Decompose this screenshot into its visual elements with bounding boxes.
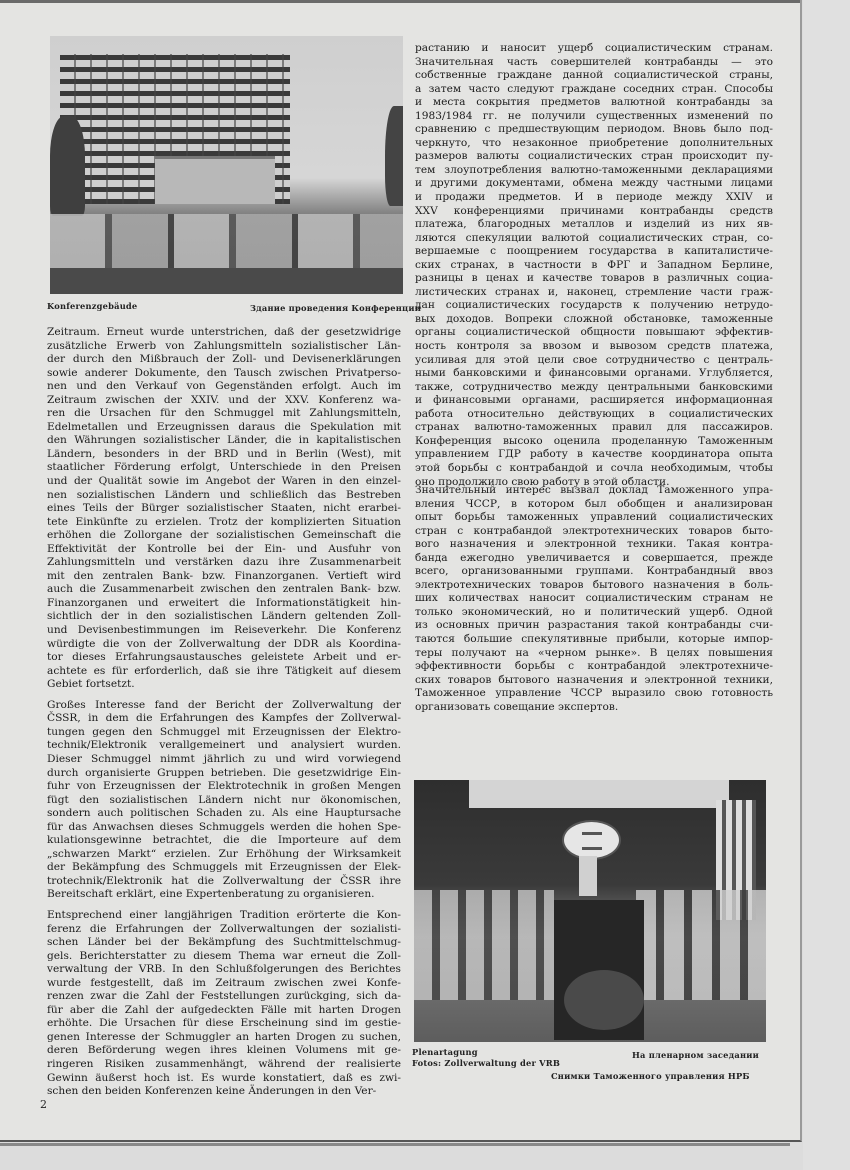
text-line: renzen zwar die Zahl der Feststellungen zurückging, sich da- (47, 990, 401, 1003)
text-line: сравнению с предшествующим периодом. Вновь было под- (415, 123, 773, 136)
text-line: платежа, благородных металлов и изделий из них яв- (415, 218, 773, 231)
caption-de-building: Konferenzgebäude (47, 301, 138, 311)
text-line: разницы в ценах и качестве товаров в различных социа- (415, 272, 773, 285)
text-line: nen und den Verkauf von Gegenständen erfolgt. Auch im (47, 380, 401, 393)
text-line: kulationsgewinne betrachtet, die die Importeure auf dem (47, 834, 401, 847)
text-line: эффективности борьбы с контрабандой электротехниче- (415, 660, 773, 673)
text-line: ferenz die Erfahrungen der Zollverwaltungen der sozialisti- (47, 922, 401, 935)
paragraph (47, 909, 401, 1099)
text-line: черкнуто, что незаконное приобретение дополнительных (415, 136, 773, 149)
text-line: nen sozialistischen Ländern und schließlich das Bestreben (47, 488, 401, 501)
page-top-edge (0, 0, 800, 3)
text-line: вых доходов. Вопреки сложной обстановке, таможенные (415, 312, 773, 325)
text-line: вого назначения и электронной техники. Такая контра- (415, 538, 773, 551)
caption-ru-plenary: На пленарном заседании (632, 1050, 759, 1060)
handshake-emblem-icon (562, 820, 621, 860)
text-line: ными банковскими и финансовыми органами. Углубляется, (415, 367, 773, 380)
paragraph (415, 484, 773, 714)
text-line: trotechnik/Elektronik hat die Zollverwaltung der ČSSR ihre (47, 874, 401, 887)
text-line: листических странах и, наконец, стремление части граж- (415, 285, 773, 298)
text-line: würdigte die von der Zollverwaltung der DDR als Koordina- (47, 637, 401, 650)
text-line: erhöhen die Zollorgane der sozialistischen Gemeinschaft die (47, 529, 401, 542)
text-line: tungen gegen den Schmuggel mit Erzeugnissen der Elektro- (47, 725, 401, 738)
text-line: XXV конференциями причинами контрабанды средств (415, 204, 773, 217)
text-line: erhöhte. Die Ursachen für diese Erscheinung sind im gestie- (47, 1017, 401, 1030)
caption-ru-building: Здание проведения Конференции (250, 303, 422, 313)
text-line: und der Qualität sowie im Angebot der Waren in den einzel- (47, 475, 401, 488)
text-line: Zeitraum zwischen der XXIV. und der XXV. Konferenz wa- (47, 393, 401, 406)
hall-ceiling (469, 780, 729, 808)
article-column-russian-1 (415, 42, 773, 496)
text-line: der durch den Mißbrauch der Zoll- und Devisenerklärungen (47, 353, 401, 366)
text-line: стран с контрабандой электротехнических товаров быто- (415, 524, 773, 537)
text-line: eines Teils der Bürger sozialistischer Staaten, nicht erarbei- (47, 502, 401, 515)
text-line: ČSSR, in dem die Erfahrungen des Kampfes der Zollverwal- (47, 712, 401, 725)
text-line: работа относительно действующих в социалистических (415, 407, 773, 420)
text-line: Таможенное управление ЧССР выразило свою готовность (415, 687, 773, 700)
paragraph (415, 42, 773, 489)
emblem-banner (579, 856, 597, 896)
text-line: организовать совещание экспертов. (415, 700, 619, 713)
article-column-german (47, 326, 401, 1106)
text-line: Entsprechend einer langjährigen Tradition erörterte die Kon- (47, 908, 401, 921)
text-line: и другими документами, обмена между частными лицами (415, 177, 773, 190)
text-line: этой борьбы с контрабандой и сочла необходимым, чтобы (415, 461, 773, 474)
text-line: verwaltung der VRB. In den Schlußfolgerungen des Berichtes (47, 963, 401, 976)
article-column-russian-2 (415, 484, 773, 721)
text-line: всего, организованными группами. Контрабандный ввоз (415, 565, 773, 578)
tree-left (50, 116, 85, 216)
text-line: achtete es für erforderlich, daß sie ihre Tätigkeit auf diesem (47, 664, 401, 677)
text-line: управлением ГДР работу в качестве координатора опыта (415, 448, 773, 461)
text-line: органы социалистической общности повышают эффектив- (415, 326, 773, 339)
text-line: auch die Zusammenarbeit zwischen den zentralen Bank- bzw. (47, 583, 401, 596)
text-line: sondern auch politischen Schaden zu. Als eine Hauptursache (47, 807, 401, 820)
text-line: ren die Ursachen für den Schmuggel mit Zahlungsmitteln, (47, 407, 401, 420)
text-line: Конференция высоко оценила проделанную Таможенным (415, 434, 773, 447)
photo-credit-de: Fotos: Zollverwaltung der VRB (412, 1058, 561, 1068)
text-line: schen den beiden Konferenzen keine Änderungen in den Ver- (47, 1085, 377, 1098)
text-line: ringeren Risiken zusammenhängt, während der realisierte (47, 1057, 401, 1070)
text-line: и места сокрытия предметов валютной контрабанды за (415, 96, 773, 109)
text-line: электротехнических товаров бытового назначения в боль- (415, 578, 773, 591)
text-line: а затем часто следуют граждане соседних стран. Способы (415, 82, 773, 95)
caption-de-plenary: Plenartagung (412, 1047, 478, 1057)
text-line: вершаемые с поощрением государства в капиталистиче- (415, 245, 773, 258)
text-line: Finanzorganen und erweitert die Informationstätigkeit hin- (47, 596, 401, 609)
text-line: für aber die Zahl der aufgedeckten Fälle mit harten Drogen (47, 1003, 401, 1016)
text-line: Effektivität der Kontrolle bei der Ein- und Ausfuhr von (47, 542, 401, 555)
text-line: банда ежегодно увеличивается и совершается, прежде (415, 551, 773, 564)
text-line: Großes Interesse fand der Bericht der Zollverwaltung der (47, 698, 401, 711)
text-line: также, сотрудничество между центральными банковскими (415, 380, 773, 393)
text-line: tete Einkünfte zu erzielen. Trotz der komplizierten Situation (47, 515, 401, 528)
text-line: Gebiet fortsetzt. (47, 678, 135, 691)
paragraph (47, 326, 401, 692)
text-line: der Bekämpfung des Schmuggels mit Erzeugnissen der Elek- (47, 861, 401, 874)
text-line: für das Anwachsen dieses Schmuggels werden die hohen Spe- (47, 820, 401, 833)
text-line: genen Interesse der Schmuggler an harten Drogen zu suchen, (47, 1030, 401, 1043)
center-plant (564, 970, 644, 1030)
delegates-left (414, 890, 554, 1000)
text-line: и продажи предметов. И в периоде между XXIV и (415, 191, 773, 204)
page-number: 2 (40, 1098, 47, 1111)
text-line: таются большие спекулятивные прибыли, которые импор- (415, 633, 773, 646)
text-line: 1983/1984 гг. не получили существенных изменений по (415, 109, 773, 122)
text-line: den Währungen sozialistischer Länder, die in kapitalistischen (47, 434, 401, 447)
photo-plenary-session (414, 780, 766, 1042)
text-line: Edelmetallen und Erzeugnissen daraus die Spekulation mit (47, 420, 401, 433)
text-line: sowie anderer Dokumente, den Tausch zwischen Privatperso- (47, 366, 401, 379)
text-line: собственные граждане данной социалистической страны, (415, 69, 773, 82)
text-line: усиливая для этой цели свое сотрудничество с централь- (415, 353, 773, 366)
text-line: und Devisenbestimmungen im Reiseverkehr. Die Konferenz (47, 624, 401, 637)
photo-conference-building (50, 36, 403, 294)
text-line: оно продолжило свою работу в этой области. (415, 475, 670, 488)
photo-credit-ru: Снимки Таможенного управления НРБ (551, 1071, 750, 1081)
text-line: теры получают на «черном рынке». В целях повышения (415, 646, 773, 659)
text-line: staatlicher Förderung erfolgt, Unterschiede in den Preisen (47, 461, 401, 474)
text-line: и финансовыми органами, расширяется информационная (415, 394, 773, 407)
tree-right (385, 106, 403, 206)
text-line: fügt den sozialistischen Ländern nicht nur ökonomischen, (47, 793, 401, 806)
text-line: Dieser Schmuggel nimmt jährlich zu und wird vorwiegend (47, 752, 401, 765)
text-line: durch organisierte Gruppen betrieben. Die gesetzwidrige Ein- (47, 766, 401, 779)
text-line: schen Länder bei der Bekämpfung des Suchtmittelschmug- (47, 936, 401, 949)
text-line: тем злоупотребления валютно-таможенными декларациями (415, 163, 773, 176)
paragraph (47, 699, 401, 902)
text-line: дан социалистических государств к получению нетрудо- (415, 299, 773, 312)
text-line: размеров валюты социалистических стран происходит пу- (415, 150, 773, 163)
text-line: technik/Elektronik verallgemeinert und analysiert wurden. (47, 739, 401, 752)
text-line: „schwarzen Markt“ erzielen. Zur Erhöhung der Wirksamkeit (47, 847, 401, 860)
text-line: ских странах, в частности в ФРГ и Западном Берлине, (415, 258, 773, 271)
text-line: zusätzliche Erwerb von Zahlungsmitteln sozialistischer Län- (47, 339, 401, 352)
text-line: Zahlungsmitteln und verstärken dazu ihre Zusammenarbeit (47, 556, 401, 569)
text-line: ляются спекуляции валютой социалистических стран, со- (415, 231, 773, 244)
text-line: опыт борьбы таможенных управлений социалистических (415, 511, 773, 524)
text-line: из основных причин разрастания такой контрабанды счи- (415, 619, 773, 632)
text-line: tor dieses Erfahrungsaustausches geleistete Arbeit und er- (47, 651, 401, 664)
text-line: странах валютно-таможенных правил для пассажиров. (415, 421, 773, 434)
text-line: mit den zentralen Bank- bzw. Finanzorganen. Vertieft wird (47, 569, 401, 582)
text-line: ность контроля за ввозом и вывозом средств платежа, (415, 340, 773, 353)
text-line: Gewinn äußerst hoch ist. Es wurde konstatiert, daß es zwi- (47, 1071, 401, 1084)
text-line: fuhr von Erzeugnissen der Elektrotechnik in großen Mengen (47, 780, 401, 793)
text-line: Ländern, besonders in der BRD und in Berlin (West), mit (47, 447, 401, 460)
text-line: sichtlich der in den sozialistischen Ländern geltenden Zoll- (47, 610, 401, 623)
page-bottom-shadow (0, 1143, 790, 1146)
scan-margin-right (803, 0, 850, 1170)
entrance-pavilion (155, 156, 275, 204)
delegates-right (636, 890, 766, 1000)
text-line: только экономический, но и политический ущерб. Одной (415, 605, 773, 618)
text-line: Bereitschaft erklärt, eine Expertenberatung zu organisieren. (47, 888, 375, 901)
text-line: deren Beförderung wegen ihres kleinen Volumens mit ge- (47, 1044, 401, 1057)
text-line: вления ЧССР, в котором был обобщен и анализирован (415, 497, 773, 510)
text-line: wurde festgestellt, daß im Zeitraum zwischen zwei Konfe- (47, 976, 401, 989)
text-line: Значительная часть совершителей контрабанды — это (415, 55, 773, 68)
text-line: Zeitraum. Erneut wurde unterstrichen, daß der gesetzwidrige (47, 326, 401, 338)
text-line: gels. Berichterstatter zu diesem Thema war erneut die Zoll- (47, 949, 401, 962)
text-line: растанию и наносит ущерб социалистическим странам. (415, 42, 773, 54)
parking-lot (50, 268, 403, 294)
text-line: Значительный интерес вызвал доклад Таможенного упра- (415, 484, 773, 496)
text-line: ших количествах наносит социалистическим странам не (415, 592, 773, 605)
text-line: ских товаров бытового назначения и электронной техники, (415, 673, 773, 686)
